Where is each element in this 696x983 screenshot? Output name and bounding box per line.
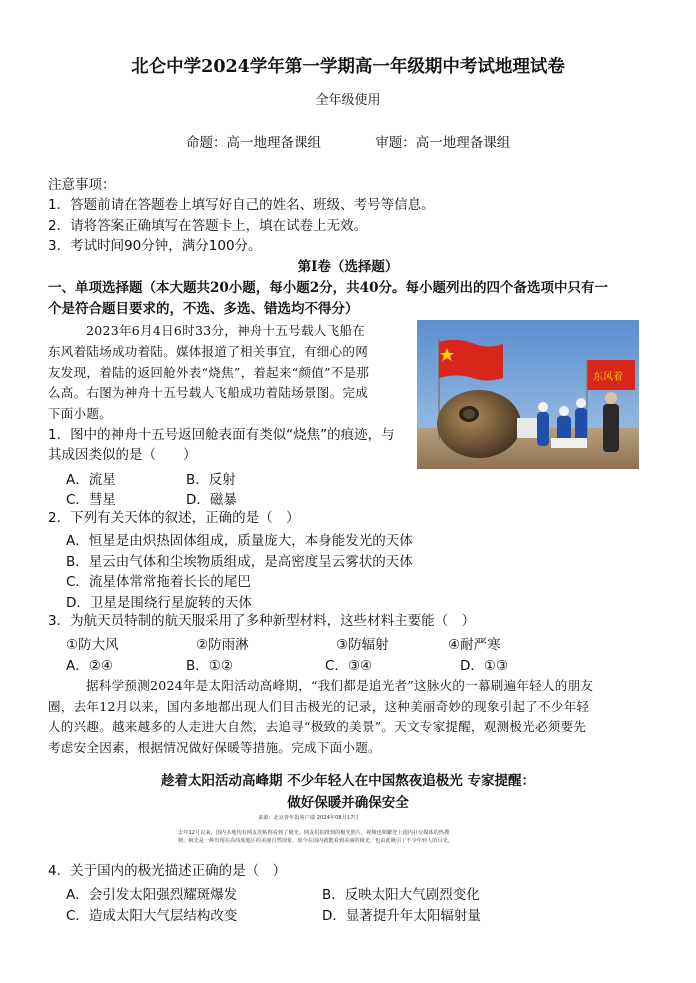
news-body: 榜。极光是一种出现在高纬度地区的美丽自然现象，如今在国内就能看到美丽的极光，也由此吸引了不少年轻人的目光。 bbox=[178, 838, 453, 844]
question-1-stem: 1．图中的神舟十五号返回舱表面有类似“烧焦”的痕迹，与 bbox=[48, 427, 395, 443]
notice-item: 3．考试时间90分钟，满分100分。 bbox=[48, 238, 262, 254]
reviewer: 审题：高一地理备课组 bbox=[375, 135, 511, 151]
q3-option-c[interactable]: C．③④ bbox=[325, 658, 373, 674]
q2-option-c[interactable]: C．流星体常常拖着长长的尾巴 bbox=[66, 574, 251, 590]
passage1-line: 么高。右图为神舟十五号载人飞船成功着陆场景图。完成 bbox=[48, 385, 369, 400]
setter: 命题：高一地理备课组 bbox=[186, 135, 321, 151]
notice-item: 2．请将答案正确填写在答题卡上，填在试卷上无效。 bbox=[48, 218, 368, 234]
section-heading-line1: 一、单项选择题（本大题共20小题，每小题2分，共40分。每小题列出的四个备选项中只有一 bbox=[48, 280, 608, 296]
q4-option-c[interactable]: C．造成太阳大气层结构改变 bbox=[66, 908, 238, 924]
volume-title: 第Ⅰ卷（选择题） bbox=[297, 259, 399, 275]
q4-option-d[interactable]: D．显著提升年太阳辐射量 bbox=[322, 908, 481, 924]
news-headline-2: 做好保暖并确保安全 bbox=[287, 795, 409, 811]
banner-text: 东风着 bbox=[593, 372, 623, 383]
passage1-line: 下面小题。 bbox=[48, 406, 113, 421]
passage1-line: 2023年6月4日6时33分，神舟十五号载人飞船在 bbox=[86, 323, 366, 338]
q1-option-a[interactable]: A．流星 bbox=[66, 472, 116, 488]
passage2-line: 人的兴趣。越来越多的人走进大自然，去追寻“极致的美景”。天文专家提醒，观测极光必须要先 bbox=[48, 719, 587, 734]
question-1-stem: 其成因类似的是（ ） bbox=[48, 447, 197, 463]
landing-photo bbox=[417, 320, 639, 469]
q4-option-a[interactable]: A．会引发太阳强烈耀斑爆发 bbox=[66, 887, 238, 903]
notice-heading: 注意事项： bbox=[48, 177, 116, 193]
passage2-line: 据科学预测2024年是太阳活动高峰期，“我们都是追光者”这脉火的一幕刷遍年轻人的朋友 bbox=[86, 678, 594, 693]
question-3-stem: 3．为航天员特制的航天服采用了多种新型材料，这些材料主要能（ ） bbox=[48, 613, 476, 629]
q1-option-b[interactable]: B．反射 bbox=[186, 472, 236, 488]
passage1-line: 东风着陆场成功着陆。媒体报道了相关事宜，有细心的网 bbox=[48, 344, 369, 359]
q3-choice: ③防辐射 bbox=[336, 637, 389, 653]
q2-option-a[interactable]: A．恒星是由炽热固体组成，质量庞大，本身能发光的天体 bbox=[66, 533, 413, 549]
exam-subtitle: 全年级使用 bbox=[315, 93, 381, 108]
notice-item: 1．答题前请在答题卷上填写好自己的姓名、班级、考号等信息。 bbox=[48, 197, 435, 213]
q2-option-b[interactable]: B．星云由气体和尘埃物质组成，是高密度呈云雾状的天体 bbox=[66, 554, 413, 570]
news-source: 来源：北京青年报客户端 2024年08月17日 bbox=[258, 815, 359, 821]
section-heading-line2: 个是符合题目要求的，不选、多选、错选均不得分） bbox=[48, 301, 359, 317]
passage2-line: 圈，去年12月以来，国内多地都出现人们目击极光的记录，这种美丽奇妙的现象引起了不少年轻 bbox=[48, 699, 590, 714]
author-line bbox=[186, 134, 560, 152]
q3-option-b[interactable]: B．①② bbox=[186, 658, 233, 674]
q3-option-a[interactable]: A．②④ bbox=[66, 658, 113, 674]
passage2-line: 考虑安全因素，根据情况做好保暖等措施。完成下面小题。 bbox=[48, 740, 381, 755]
q3-choice: ②防雨淋 bbox=[196, 637, 249, 653]
landing-scene-illustration bbox=[417, 320, 639, 469]
q4-option-b[interactable]: B．反映太阳大气剧烈变化 bbox=[322, 887, 480, 903]
q3-choice: ④耐严寒 bbox=[448, 637, 501, 653]
passage1-line: 友发现，着陆的返回舱外表“烧焦”，着起来“颜值”不是那 bbox=[48, 365, 370, 380]
q1-option-c[interactable]: C．彗星 bbox=[66, 492, 116, 508]
exam-title: 北仑中学2024学年第一学期高一年级期中考试地理试卷 bbox=[131, 57, 565, 77]
q3-choice: ①防大风 bbox=[66, 637, 119, 653]
news-headline-1: 趁着太阳活动高峰期 不少年轻人在中国熬夜追极光 专家提醒： bbox=[161, 773, 535, 789]
news-body: 去年12月以来，国内多地均有网友发帖称看到了极光。网友们拍摄到的极光照片，视频也频繁登上国内社交媒体的热搜 bbox=[178, 830, 450, 836]
q3-option-d[interactable]: D．①③ bbox=[460, 658, 509, 674]
question-4-stem: 4．关于国内的极光描述正确的是（ ） bbox=[48, 863, 287, 879]
question-2-stem: 2．下列有关天体的叙述，正确的是（ ） bbox=[48, 510, 300, 526]
q1-option-d[interactable]: D．磁暴 bbox=[186, 492, 237, 508]
q2-option-d[interactable]: D．卫星是围绕行星旋转的天体 bbox=[66, 595, 252, 611]
